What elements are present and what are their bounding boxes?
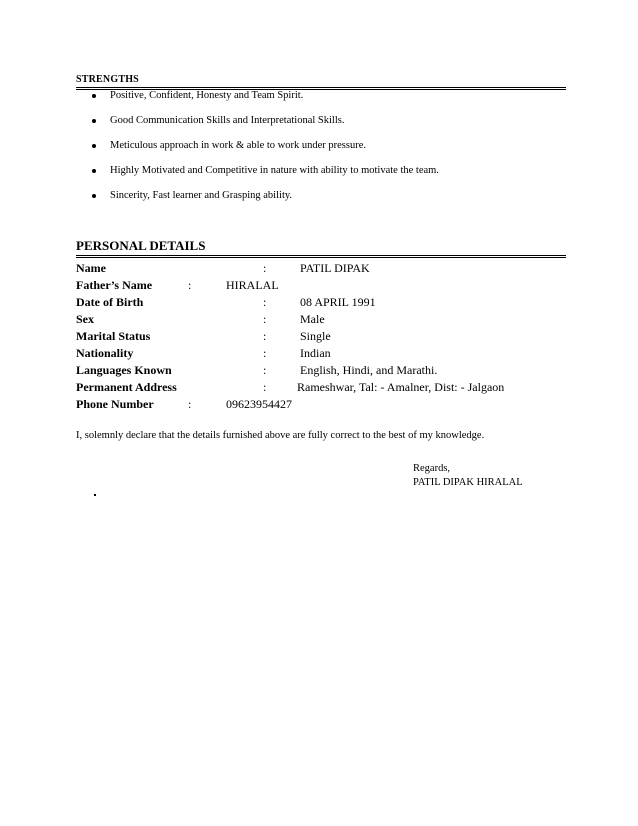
detail-row-dob (76, 294, 566, 311)
detail-label: Marital Status (76, 329, 151, 343)
detail-colon: : (263, 295, 267, 309)
detail-colon: : (188, 278, 192, 292)
detail-row-nationality (76, 345, 566, 362)
detail-row-address (76, 379, 566, 396)
detail-label: Phone Number (76, 397, 154, 411)
bullet-icon (92, 119, 96, 123)
list-item (76, 188, 556, 204)
detail-row-father (76, 277, 566, 294)
detail-colon: : (263, 312, 267, 326)
bullet-icon (92, 194, 96, 198)
strength-text: Positive, Confident, Honesty and Team Spirit. (110, 90, 304, 101)
detail-label: Languages Known (76, 363, 172, 377)
detail-label: Permanent Address (76, 380, 177, 394)
personal-rule-top (76, 255, 566, 256)
detail-value: Male (300, 312, 325, 326)
detail-value: HIRALAL (226, 278, 279, 292)
detail-colon: : (188, 397, 192, 411)
personal-details-heading: PERSONAL DETAILS (76, 238, 206, 253)
detail-row-languages (76, 362, 566, 379)
detail-label: Sex (76, 312, 94, 326)
detail-value: English, Hindi, and Marathi. (300, 363, 438, 377)
list-item (76, 88, 556, 104)
detail-label: Date of Birth (76, 295, 144, 309)
detail-label: Father’s Name (76, 278, 153, 292)
detail-row-phone (76, 396, 566, 413)
detail-value: 08 APRIL 1991 (300, 295, 376, 309)
detail-value: 09623954427 (226, 397, 292, 411)
detail-colon: : (263, 346, 267, 360)
strength-text: Highly Motivated and Competitive in nature with ability to motivate the team. (110, 165, 439, 176)
signatory-name: PATIL DIPAK HIRALAL (413, 477, 523, 488)
stray-mark (94, 494, 96, 496)
bullet-icon (92, 144, 96, 148)
detail-row-name (76, 260, 566, 277)
detail-label: Name (76, 261, 106, 275)
closing-block (413, 462, 523, 490)
strength-text: Good Communication Skills and Interpretational Skills. (110, 115, 345, 126)
detail-value: PATIL DIPAK (300, 261, 370, 275)
list-item (76, 163, 556, 179)
detail-colon: : (263, 261, 267, 275)
detail-value: Single (300, 329, 331, 343)
detail-colon: : (263, 380, 267, 394)
detail-label: Nationality (76, 346, 134, 360)
detail-row-marital (76, 328, 566, 345)
personal-rule-bottom (76, 257, 566, 258)
bullet-icon (92, 94, 96, 98)
regards-text: Regards, (413, 463, 451, 474)
detail-row-sex (76, 311, 566, 328)
detail-colon: : (263, 363, 267, 377)
strength-text: Sincerity, Fast learner and Grasping ability. (110, 190, 293, 201)
bullet-icon (92, 169, 96, 173)
detail-value: Indian (300, 346, 331, 360)
strength-text: Meticulous approach in work & able to work under pressure. (110, 140, 367, 151)
detail-colon: : (263, 329, 267, 343)
strengths-heading: STRENGTHS (76, 74, 139, 85)
detail-value: Rameshwar, Tal: - Amalner, Dist: - Jalgaon (297, 380, 505, 394)
list-item (76, 138, 556, 154)
list-item (76, 113, 556, 129)
declaration-text: I, solemnly declare that the details furnished above are fully correct to the best of my knowledge. (76, 430, 485, 441)
